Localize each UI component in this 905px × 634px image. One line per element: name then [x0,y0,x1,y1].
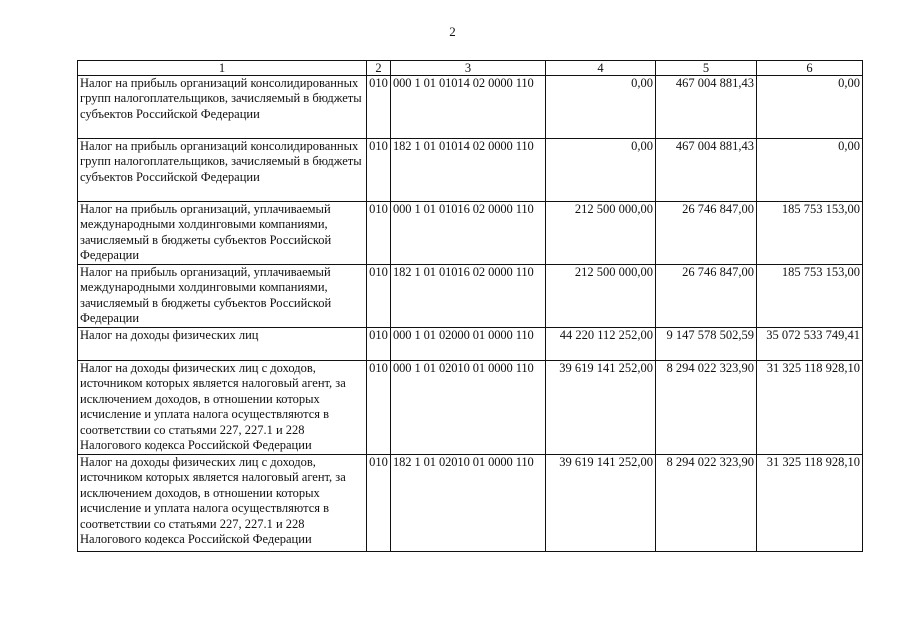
table-row [78,139,863,202]
row-kbk-cell: 182 1 01 01014 02 0000 110 [391,139,546,202]
table-row [78,202,863,265]
row-kbk-cell: 000 1 01 01014 02 0000 110 [391,76,546,139]
row-name-cell: Налог на доходы физических лиц с доходов, источником которых является налоговый агент, за исключением доходов, в отношении которых исчисление и уплата налога осуществляются в соответствии со статьями 227, 227.1 и 228 Налогового кодекса Российской Федерации [78,361,367,455]
table-row [78,328,863,361]
table-row [78,76,863,139]
row-name-cell: Налог на прибыль организаций консолидированных групп налогоплательщиков, зачисляемый в бюджеты субъектов Российской Федерации [78,139,367,202]
row-col6-cell: 31 325 118 928,10 [757,361,863,455]
row-col4-cell: 0,00 [546,139,656,202]
row-col6-cell: 31 325 118 928,10 [757,455,863,552]
row-col5-cell: 26 746 847,00 [656,265,757,328]
column-header-1: 1 [78,61,367,76]
row-kbk-cell: 000 1 01 02000 01 0000 110 [391,328,546,361]
row-col6-cell: 0,00 [757,76,863,139]
row-col4-cell: 0,00 [546,76,656,139]
page-number: 2 [449,24,456,39]
row-col5-cell: 26 746 847,00 [656,202,757,265]
row-col4-cell: 39 619 141 252,00 [546,455,656,552]
table-header-row [78,61,863,76]
row-code-cell: 010 [367,202,391,265]
row-col4-cell: 212 500 000,00 [546,202,656,265]
row-kbk-cell: 000 1 01 02010 01 0000 110 [391,361,546,455]
row-kbk-cell: 182 1 01 01016 02 0000 110 [391,265,546,328]
row-col5-cell: 467 004 881,43 [656,139,757,202]
row-col5-cell: 8 294 022 323,90 [656,361,757,455]
table-row [78,361,863,455]
table-row [78,455,863,552]
row-col5-cell: 9 147 578 502,59 [656,328,757,361]
row-col6-cell: 185 753 153,00 [757,265,863,328]
row-kbk-cell: 000 1 01 01016 02 0000 110 [391,202,546,265]
row-name-cell: Налог на доходы физических лиц с доходов, источником которых является налоговый агент, за исключением доходов, в отношении которых исчисление и уплата налога осуществляются в соответствии со статьями 227, 227.1 и 228 Налогового кодекса Российской Федерации [78,455,367,552]
row-code-cell: 010 [367,455,391,552]
row-name-cell: Налог на прибыль организаций, уплачиваемый международными холдинговыми компаниями, зачисляемый в бюджеты субъектов Российской Федерации [78,202,367,265]
budget-execution-table [77,60,863,552]
row-col6-cell: 0,00 [757,139,863,202]
row-code-cell: 010 [367,328,391,361]
row-code-cell: 010 [367,139,391,202]
row-name-cell: Налог на прибыль организаций, уплачиваемый международными холдинговыми компаниями, зачисляемый в бюджеты субъектов Российской Федерации [78,265,367,328]
column-header-4: 4 [546,61,656,76]
row-col6-cell: 185 753 153,00 [757,202,863,265]
row-kbk-cell: 182 1 01 02010 01 0000 110 [391,455,546,552]
row-col4-cell: 212 500 000,00 [546,265,656,328]
column-header-2: 2 [367,61,391,76]
column-header-6: 6 [757,61,863,76]
row-col4-cell: 39 619 141 252,00 [546,361,656,455]
column-header-3: 3 [391,61,546,76]
row-code-cell: 010 [367,265,391,328]
table-row [78,265,863,328]
row-col5-cell: 8 294 022 323,90 [656,455,757,552]
row-name-cell: Налог на доходы физических лиц [78,328,367,361]
row-code-cell: 010 [367,76,391,139]
row-col4-cell: 44 220 112 252,00 [546,328,656,361]
row-name-cell: Налог на прибыль организаций консолидированных групп налогоплательщиков, зачисляемый в бюджеты субъектов Российской Федерации [78,76,367,139]
row-code-cell: 010 [367,361,391,455]
column-header-5: 5 [656,61,757,76]
row-col5-cell: 467 004 881,43 [656,76,757,139]
row-col6-cell: 35 072 533 749,41 [757,328,863,361]
